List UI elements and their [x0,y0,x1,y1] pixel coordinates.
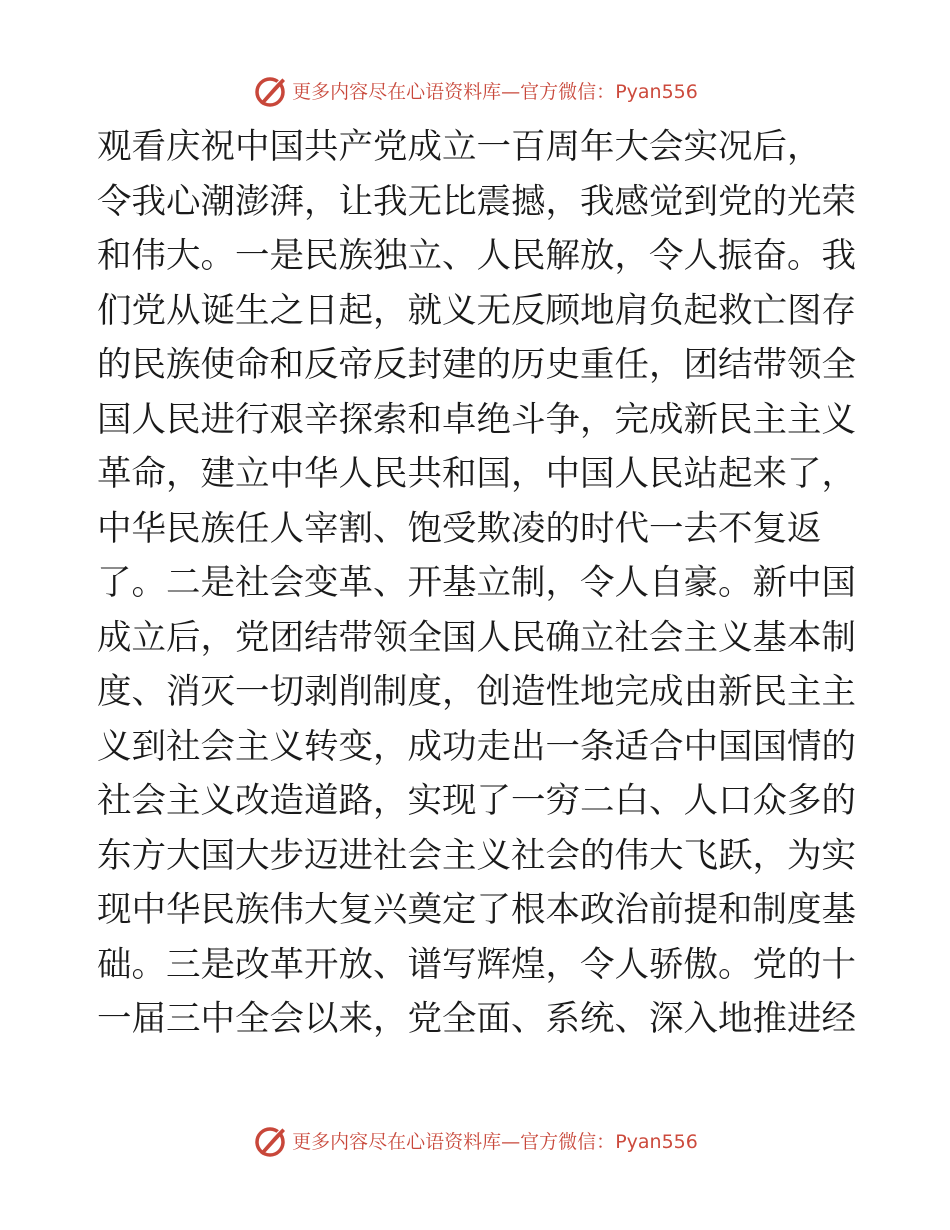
watermark-site: 更多内容尽在心语资料库 [292,80,502,103]
text-line: 中华民族任人宰割、饱受欺凌的时代一去不复返 [97,508,822,549]
text-line: 东方大国大步迈进社会主义社会的伟大飞跃，为实 [97,835,856,876]
text-line: 国人民进行艰辛探索和卓绝斗争，完成新民主主义 [97,399,856,440]
text-line: 度、消灭一切剥削制度，创造性地完成由新民主主 [97,672,856,712]
watermark-dash: — [501,80,521,103]
watermark-text [292,77,698,104]
quill-logo-icon [252,1122,288,1158]
header-watermark [0,70,950,110]
text-line: 和伟大。一是民族独立、人民解放，令人振奋。我 [97,236,856,276]
text-line: 的民族使命和反帝反封建的历史重任，团结带领全 [97,345,856,385]
text-line: 一届三中全会以来，党全面、系统、深入地推进经 [97,999,856,1039]
text-line: 础。三是改革开放、谱写辉煌，令人骄傲。党的十 [97,944,856,985]
watermark-wechat-id: Pyan556 [615,80,698,103]
footer-watermark [0,1120,950,1160]
text-line: 现中华民族伟大复兴奠定了根本政治前提和制度基 [97,890,856,930]
text-line: 了。二是社会变革、开基立制，令人自豪。新中国 [97,563,856,603]
text-line: 们党从诞生之日起，就义无反顾地肩负起救亡图存 [97,290,856,331]
watermark-wechat-id: Pyan556 [615,1130,698,1153]
text-line: 义到社会主义转变，成功走出一条适合中国国情的 [97,726,856,767]
watermark-text [292,1127,698,1154]
text-line: 观看庆祝中国共产党成立一百周年大会实况后， [97,127,822,167]
text-line: 成立后，党团结带领全国人民确立社会主义基本制 [97,617,856,658]
watermark-wechat-label: 官方微信： [520,80,616,103]
text-line: 革命，建立中华人民共和国，中国人民站起来了， [97,454,856,494]
document-body [97,120,856,1047]
watermark-wechat-label: 官方微信： [520,1130,616,1153]
watermark-dash: — [501,1130,521,1153]
watermark-site: 更多内容尽在心语资料库 [292,1130,502,1153]
quill-logo-icon [252,72,288,108]
text-line: 社会主义改造道路，实现了一穷二白、人口众多的 [97,781,856,821]
text-line: 令我心潮澎湃，让我无比震撼，我感觉到党的光荣 [97,181,856,222]
